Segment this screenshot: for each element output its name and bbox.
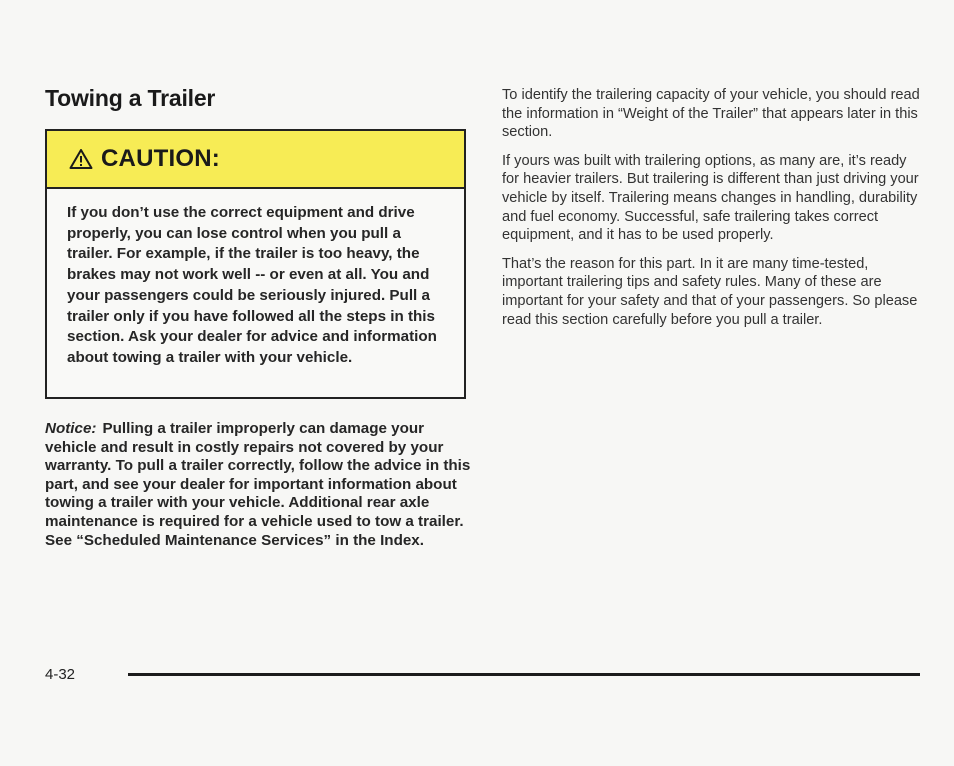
- caution-header: [47, 131, 464, 189]
- caution-text: If you don’t use the correct equipment and drive properly, you can lose control when you pull a trailer. For example, if the trailer is too heavy, the brakes may not work well -- or even at all. You and your passengers could be seriously injured. Pull a trailer only if you have followed all the steps in this section. Ask your dealer for advice and information about towing a trailer with your vehicle.: [67, 204, 437, 366]
- caution-box: [45, 129, 466, 399]
- right-paragraph-3: That’s the reason for this part. In it are many time-tested, important trailering tips and safety rules. Many of these are important for your safety and that of your passengers. So please read this section carefully before you pull a trailer.: [502, 255, 918, 328]
- right-column: [502, 86, 926, 339]
- footer-rule: [128, 673, 920, 676]
- right-paragraph-1: To identify the trailering capacity of your vehicle, you should read the information in “Weight of the Trailer” that appears later in this section.: [502, 87, 920, 141]
- left-column: [45, 84, 469, 112]
- notice-paragraph: [45, 420, 473, 550]
- page-title: Towing a Trailer: [45, 85, 216, 111]
- caution-label: CAUTION:: [101, 145, 220, 172]
- notice-label: Notice:: [45, 420, 97, 437]
- right-paragraph-2: If yours was built with trailering options, as many are, it’s ready for heavier trailers. But trailering is different than just driving your vehicle by itself. Trailering means changes in handling, durability and fuel economy. Successful, safe trailering takes correct equipment, and it has to be used properly.: [502, 152, 919, 244]
- notice-text: Pulling a trailer improperly can damage your vehicle and result in costly repairs not covered by your warranty. To pull a trailer correctly, follow the advice in this part, and see your dealer for important information about towing a trailer with your vehicle. Additional rear axle maintenance is required for a vehicle used to tow a trailer. See “Scheduled Maintenance Services” in the Index.: [45, 420, 471, 549]
- warning-triangle-icon: [69, 148, 93, 170]
- page-number: 4-32: [45, 666, 76, 683]
